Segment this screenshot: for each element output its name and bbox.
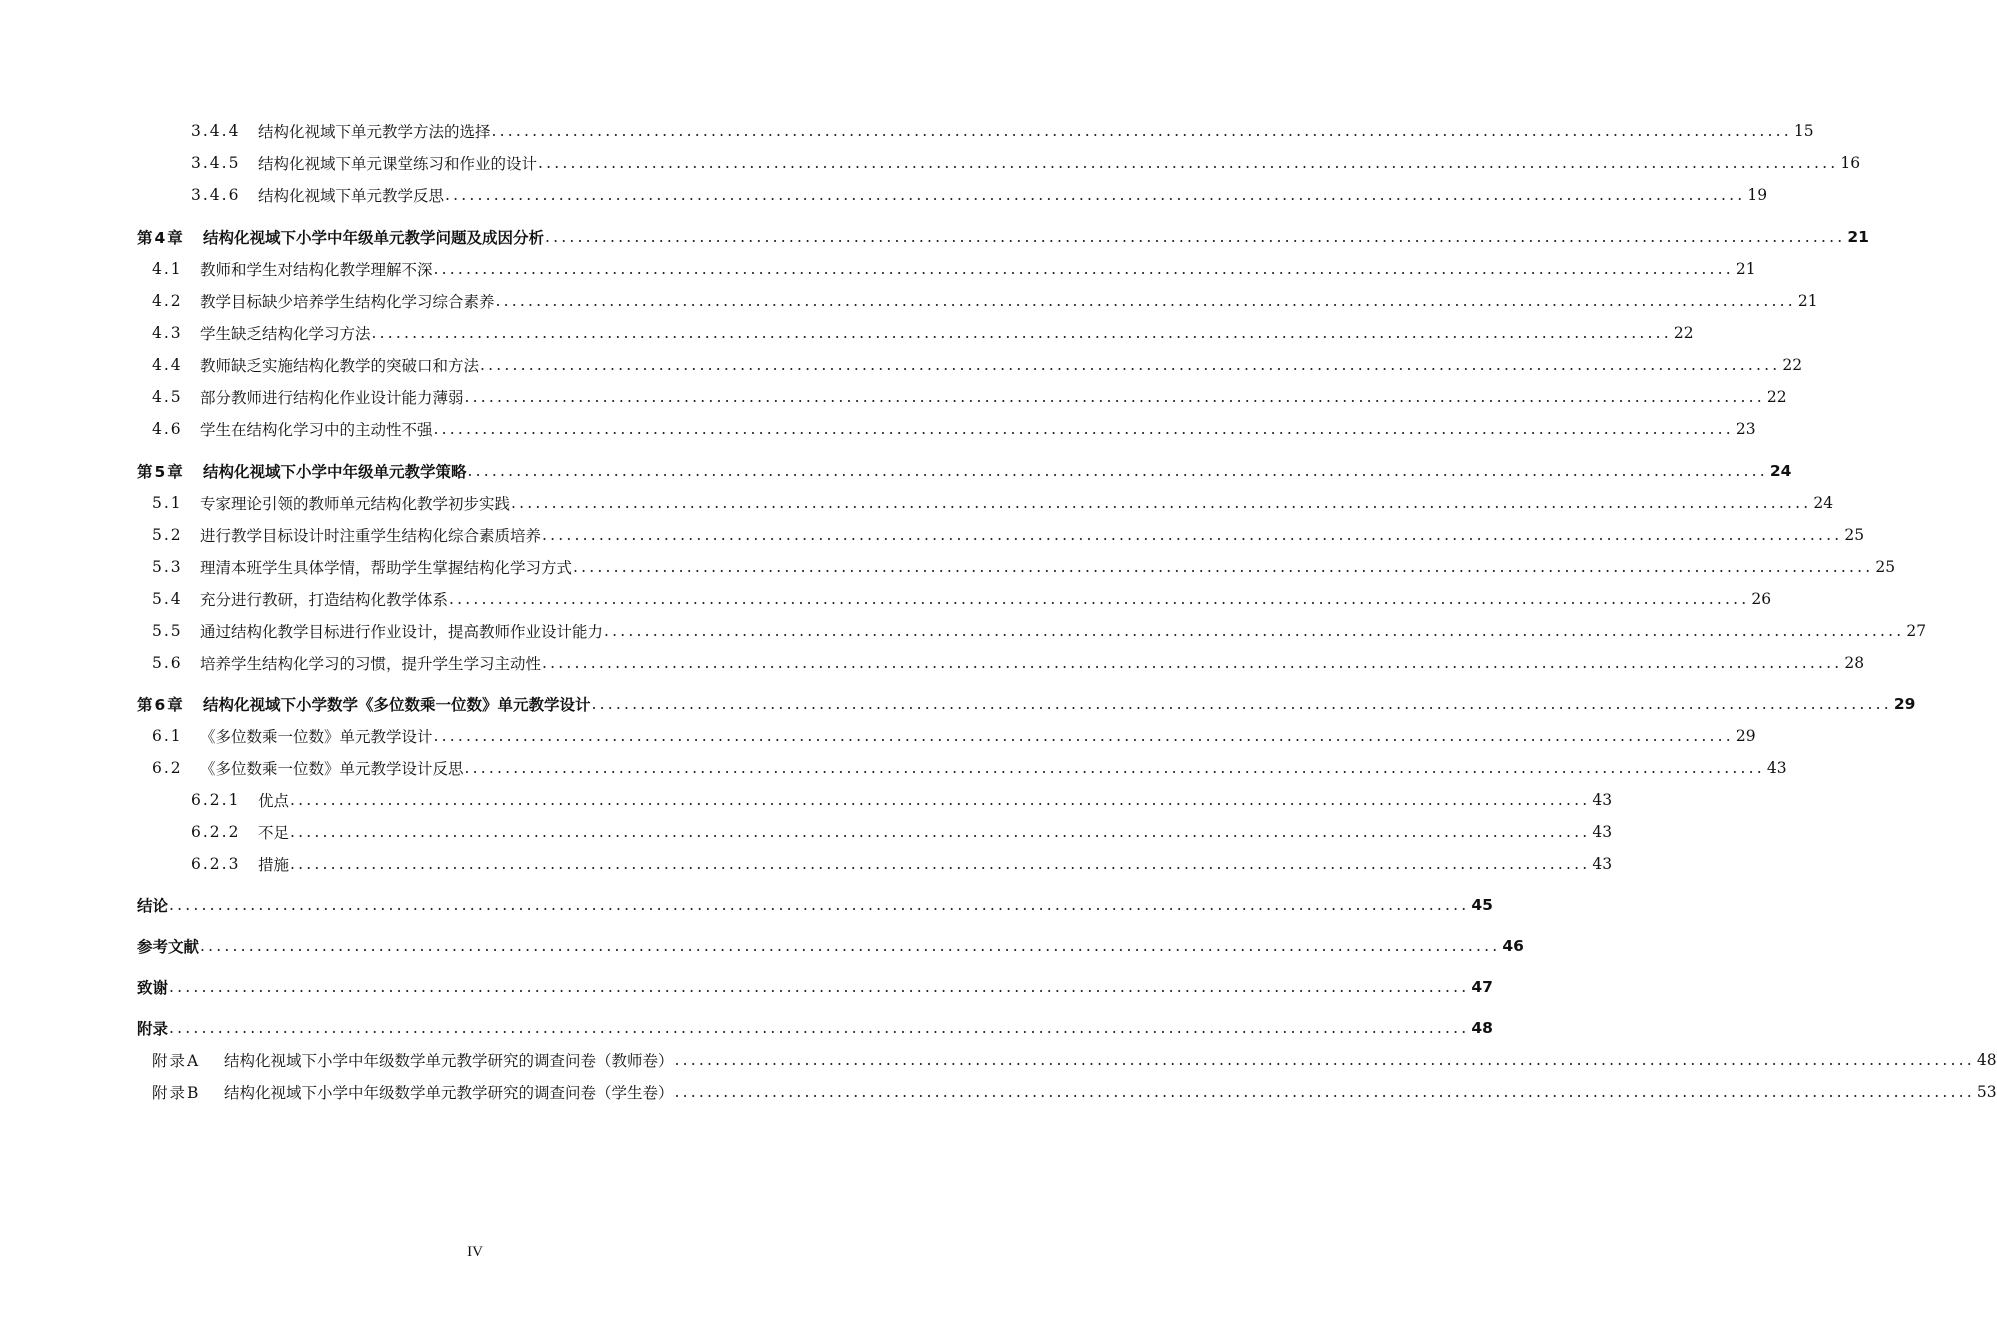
toc-entry-title: 结构化视域下小学数学《多位数乘一位数》单元教学设计 (203, 696, 591, 714)
toc-entry-title: 通过结构化教学目标进行作业设计，提高教师作业设计能力 (200, 623, 604, 641)
page-number: IV (467, 1244, 483, 1260)
toc-entry-number: 4.4 (152, 356, 183, 374)
toc-entry-title: 教师和学生对结构化教学理解不深 (200, 261, 433, 279)
toc-entry (152, 321, 1694, 345)
toc-entry-number: 第4章 (137, 229, 185, 247)
toc-entry-number: 4.2 (152, 292, 183, 310)
toc-entry-title: 不足 (258, 824, 290, 842)
toc-entry-title: 进行教学目标设计时注重学生结构化综合素质培养 (200, 527, 542, 545)
toc-dot-leader: ................................................................................................................................................................ (674, 1083, 1975, 1101)
toc-entry-page: 43 (1766, 759, 1787, 777)
toc-entry (191, 183, 1768, 207)
toc-entry-number: 5.3 (152, 558, 183, 576)
toc-entry-number: 第5章 (137, 463, 185, 481)
toc-entry-number: 6.2 (152, 759, 183, 777)
toc-dot-leader: ................................................................................................................................................................ (674, 1051, 1975, 1069)
toc-entry-title: 理清本班学生具体学情，帮助学生掌握结构化学习方式 (200, 559, 573, 577)
toc-entry-number: 5.2 (152, 526, 183, 544)
toc-entry-page: 29 (1735, 727, 1756, 745)
toc-dot-leader: ................................................................................................................................................................ (467, 462, 1768, 480)
toc-entry-page: 23 (1735, 420, 1756, 438)
toc-entry-title: 学生缺乏结构化学习方法 (200, 325, 371, 343)
toc-entry (191, 852, 1613, 876)
toc-entry-page: 48 (1976, 1051, 1997, 1069)
toc-entry-page: 15 (1793, 122, 1814, 140)
toc-entry (152, 724, 1756, 748)
toc-dot-leader: ................................................................................................................................................................ (545, 228, 1846, 246)
toc-entry-page: 22 (1766, 388, 1787, 406)
toc-entry-page: 19 (1747, 186, 1768, 204)
toc-entry-title: 结构化视域下单元课堂练习和作业的设计 (258, 155, 538, 173)
toc-entry-number: 6.2.3 (191, 855, 241, 873)
toc-entry-title: 学生在结构化学习中的主动性不强 (200, 421, 433, 439)
toc-entry (191, 788, 1613, 812)
toc-entry-title: 部分教师进行结构化作业设计能力薄弱 (200, 389, 464, 407)
toc-entry (191, 119, 1814, 143)
toc-entry-number: 6.2.2 (191, 823, 241, 841)
toc-entry-title: 结构化视域下小学中年级数学单元教学研究的调查问卷（教师卷） (224, 1052, 674, 1070)
toc-entry-title: 《多位数乘一位数》单元教学设计 (200, 728, 433, 746)
toc-dot-leader: ................................................................................................................................................................ (542, 654, 1843, 672)
toc-entry (152, 257, 1756, 281)
toc-dot-leader: ................................................................................................................................................................ (495, 292, 1796, 310)
toc-entry (137, 459, 1792, 483)
toc-entry-page: 25 (1844, 526, 1865, 544)
toc-entry (137, 1016, 1493, 1040)
toc-dot-leader: ................................................................................................................................................................ (449, 590, 1750, 608)
toc-entry-title: 培养学生结构化学习的习惯，提升学生学习主动性 (200, 655, 542, 673)
toc-entry (137, 893, 1493, 917)
toc-entry-page: 25 (1875, 558, 1896, 576)
toc-dot-leader: ................................................................................................................................................................ (591, 695, 1892, 713)
toc-entry-page: 29 (1893, 695, 1916, 713)
toc-entry-title: 结论 (137, 897, 169, 915)
toc-dot-leader: ................................................................................................................................................................ (604, 622, 1905, 640)
toc-entry-page: 22 (1673, 324, 1694, 342)
toc-dot-leader: ................................................................................................................................................................ (200, 937, 1501, 955)
toc-entry-number: 附录B (152, 1084, 201, 1102)
toc-entry-title: 充分进行教研，打造结构化教学体系 (200, 591, 449, 609)
toc-dot-leader: ................................................................................................................................................................ (464, 388, 1765, 406)
toc-entry-number: 附录A (152, 1052, 201, 1070)
toc-dot-leader: ................................................................................................................................................................ (542, 526, 1843, 544)
toc-dot-leader: ................................................................................................................................................................ (573, 558, 1874, 576)
toc-entry-page: 43 (1592, 823, 1613, 841)
toc-dot-leader: ................................................................................................................................................................ (371, 324, 1672, 342)
toc-entry (191, 151, 1861, 175)
toc-dot-leader: ................................................................................................................................................................ (511, 494, 1812, 512)
toc-entry-title: 结构化视域下单元教学反思 (258, 187, 445, 205)
toc-entry-number: 3.4.4 (191, 122, 241, 140)
toc-entry-page: 21 (1735, 260, 1756, 278)
toc-entry-page: 24 (1769, 462, 1792, 480)
toc-entry-title: 结构化视域下小学中年级单元教学问题及成因分析 (203, 229, 545, 247)
toc-entry (152, 1080, 1997, 1104)
toc-dot-leader: ................................................................................................................................................................ (445, 186, 1746, 204)
toc-entry-number: 5.1 (152, 494, 183, 512)
toc-entry-number: 4.6 (152, 420, 183, 438)
toc-entry-title: 结构化视域下小学中年级单元教学策略 (203, 463, 467, 481)
toc-entry-page: 27 (1906, 622, 1927, 640)
toc-dot-leader: ................................................................................................................................................................ (433, 420, 1734, 438)
toc-entry-number: 5.4 (152, 590, 183, 608)
toc-entry-page: 53 (1976, 1083, 1997, 1101)
toc-entry-title: 优点 (258, 792, 290, 810)
toc-dot-leader: ................................................................................................................................................................ (290, 791, 1591, 809)
toc-entry-page: 24 (1813, 494, 1834, 512)
toc-entry-title: 教师缺乏实施结构化教学的突破口和方法 (200, 357, 480, 375)
toc-entry-title: 参考文献 (137, 938, 200, 956)
toc-entry (152, 651, 1865, 675)
toc-entry (152, 417, 1756, 441)
toc-entry-number: 第6章 (137, 696, 185, 714)
toc-entry-page: 16 (1840, 154, 1861, 172)
toc-entry-page: 43 (1592, 855, 1613, 873)
toc-entry-title: 教学目标缺少培养学生结构化学习综合素养 (200, 293, 495, 311)
toc-dot-leader: ................................................................................................................................................................ (169, 1019, 1470, 1037)
toc-entry-page: 28 (1844, 654, 1865, 672)
toc-entry-number: 5.6 (152, 654, 183, 672)
toc-entry-title: 致谢 (137, 979, 169, 997)
toc-entry-number: 3.4.6 (191, 186, 241, 204)
toc-entry-number: 6.2.1 (191, 791, 241, 809)
toc-entry-page: 26 (1751, 590, 1772, 608)
toc-dot-leader: ................................................................................................................................................................ (464, 759, 1765, 777)
toc-entry (152, 289, 1818, 313)
toc-entry-title: 结构化视域下小学中年级数学单元教学研究的调查问卷（学生卷） (224, 1084, 674, 1102)
toc-entry (137, 692, 1916, 716)
toc-entry (137, 225, 1869, 249)
toc-entry-number: 4.1 (152, 260, 183, 278)
toc-dot-leader: ................................................................................................................................................................ (290, 855, 1591, 873)
toc-dot-leader: ................................................................................................................................................................ (433, 260, 1734, 278)
toc-dot-leader: ................................................................................................................................................................ (433, 727, 1734, 745)
toc-entry (137, 934, 1524, 958)
toc-dot-leader: ................................................................................................................................................................ (169, 896, 1470, 914)
toc-dot-leader: ................................................................................................................................................................ (290, 823, 1591, 841)
toc-dot-leader: ................................................................................................................................................................ (169, 978, 1470, 996)
toc-entry-page: 47 (1471, 978, 1493, 996)
toc-entry (152, 619, 1927, 643)
toc-entry (152, 385, 1787, 409)
toc-entry-title: 结构化视域下单元教学方法的选择 (258, 123, 491, 141)
toc-entry-number: 6.1 (152, 727, 183, 745)
toc-dot-leader: ................................................................................................................................................................ (538, 154, 1839, 172)
toc-entry-title: 附录 (137, 1020, 169, 1038)
toc-entry (152, 555, 1896, 579)
toc-entry (137, 975, 1493, 999)
toc-entry-page: 21 (1797, 292, 1818, 310)
toc-entry-page: 48 (1471, 1019, 1493, 1037)
toc-entry-title: 措施 (258, 856, 290, 874)
toc-entry-title: 专家理论引领的教师单元结构化教学初步实践 (200, 495, 511, 513)
toc-entry (191, 820, 1613, 844)
toc-entry (152, 1048, 1997, 1072)
toc-entry (152, 756, 1787, 780)
toc-entry-number: 4.5 (152, 388, 183, 406)
toc-entry-page: 43 (1592, 791, 1613, 809)
toc-entry-page: 22 (1782, 356, 1803, 374)
toc-entry-title: 《多位数乘一位数》单元教学设计反思 (200, 760, 464, 778)
toc-entry-number: 3.4.5 (191, 154, 241, 172)
toc-dot-leader: ................................................................................................................................................................ (480, 356, 1781, 374)
toc-entry-page: 45 (1471, 896, 1493, 914)
toc-entry-number: 4.3 (152, 324, 183, 342)
toc-entry (152, 523, 1865, 547)
toc-entry-page: 21 (1847, 228, 1869, 246)
toc-entry (152, 587, 1772, 611)
toc-entry (152, 491, 1834, 515)
toc-entry-page: 46 (1502, 937, 1524, 955)
toc-entry (152, 353, 1803, 377)
toc-dot-leader: ................................................................................................................................................................ (491, 122, 1792, 140)
toc-entry-number: 5.5 (152, 622, 183, 640)
